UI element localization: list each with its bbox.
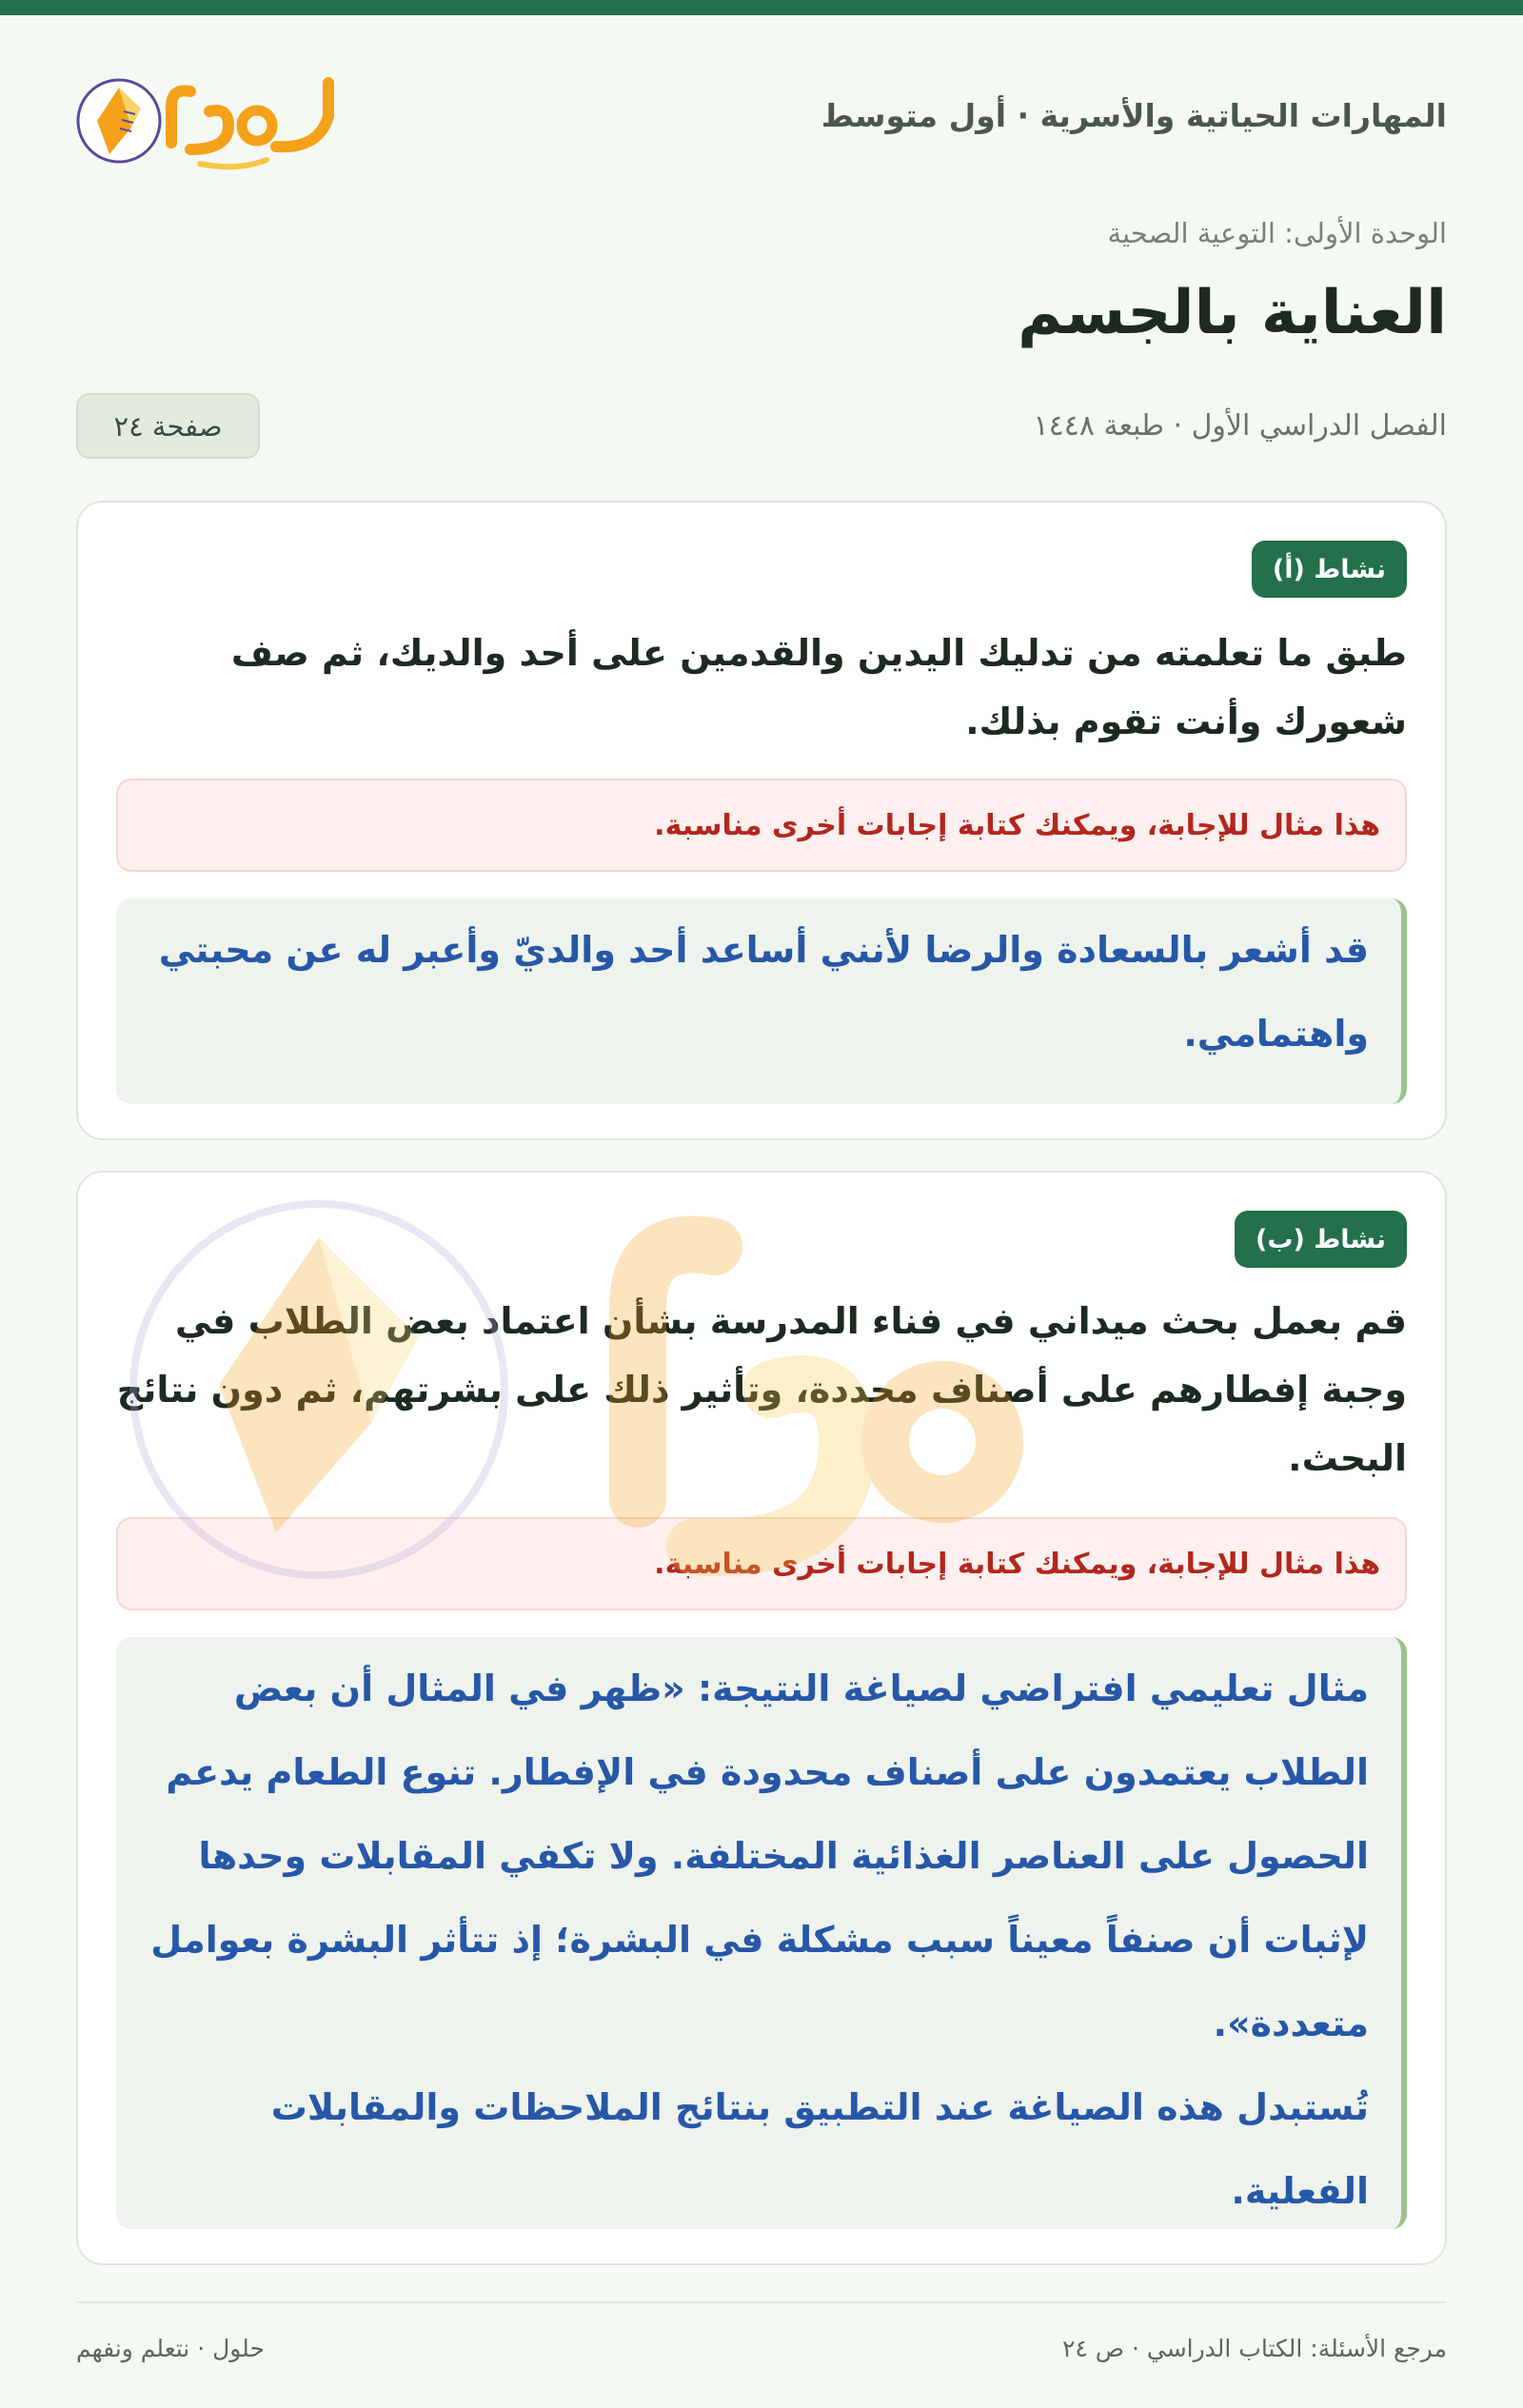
answer-text: قد أشعر بالسعادة والرضا لأنني أساعد أحد والديّ وأعبر له عن محبتي واهتمامي. — [158, 929, 1369, 1055]
hulul-logo-icon — [76, 59, 352, 173]
activity-card-b — [76, 1171, 1447, 2265]
footer-brand[interactable]: حلول · نتعلم ونفهم — [76, 2335, 265, 2362]
unit-label: الوحدة الأولى: التوعية الصحية — [1107, 217, 1447, 249]
answer-box — [116, 1637, 1407, 2229]
page-header — [76, 59, 1447, 192]
answer-text: مثال تعليمي افتراضي لصياغة النتيجة: «ظهر في المثال أن بعض الطلاب يعتمدون على أصناف محدودة في الإفطار. تنوع الطعام يدعم الحصول على العناصر الغذائية المختلفة. ولا تكفي المقابلات وحدها لإثبات أن صنفاً معيناً سبب مشكلة في البشرة؛ إذ تتأثر البشرة بعوامل متعددة». — [150, 1668, 1369, 2044]
top-accent-bar — [0, 0, 1523, 15]
answer-box — [116, 898, 1407, 1104]
answer-note: هذا مثال للإجابة، ويمكنك كتابة إجابات أخرى مناسبة. — [116, 1517, 1407, 1610]
footer-divider — [76, 2301, 1447, 2303]
term-label: الفصل الدراسي الأول · طبعة ١٤٤٨ — [1033, 409, 1447, 443]
activity-tag: نشاط (ب) — [1235, 1211, 1407, 1268]
answer-text-note: تُستبدل هذه الصياغة عند التطبيق بنتائج الملاحظات والمقابلات الفعلية. — [270, 2086, 1369, 2212]
activity-question: طبق ما تعلمته من تدليك اليدين والقدمين على أحد والديك، ثم صف شعورك وأنت تقوم بذلك. — [230, 632, 1407, 742]
site-logo[interactable] — [76, 59, 352, 173]
page-title: العناية بالجسم — [1018, 278, 1447, 348]
footer-reference: مرجع الأسئلة: الكتاب الدراسي · ص ٢٤ — [1061, 2335, 1447, 2362]
activity-question: قم بعمل بحث ميداني في فناء المدرسة بشأن اعتماد بعض الطلاب في وجبة إفطارهم على أصناف محددة، وتأثير ذلك على بشرتهم، ثم دون نتائج البحث. — [116, 1300, 1407, 1479]
activity-tag: نشاط (أ) — [1252, 541, 1407, 598]
page-number-badge: صفحة ٢٤ — [76, 393, 260, 459]
answer-note: هذا مثال للإجابة، ويمكنك كتابة إجابات أخرى مناسبة. — [116, 779, 1407, 872]
subject-title: المهارات الحياتية والأسرية · أول متوسط — [821, 97, 1447, 134]
activity-card-a — [76, 501, 1447, 1140]
